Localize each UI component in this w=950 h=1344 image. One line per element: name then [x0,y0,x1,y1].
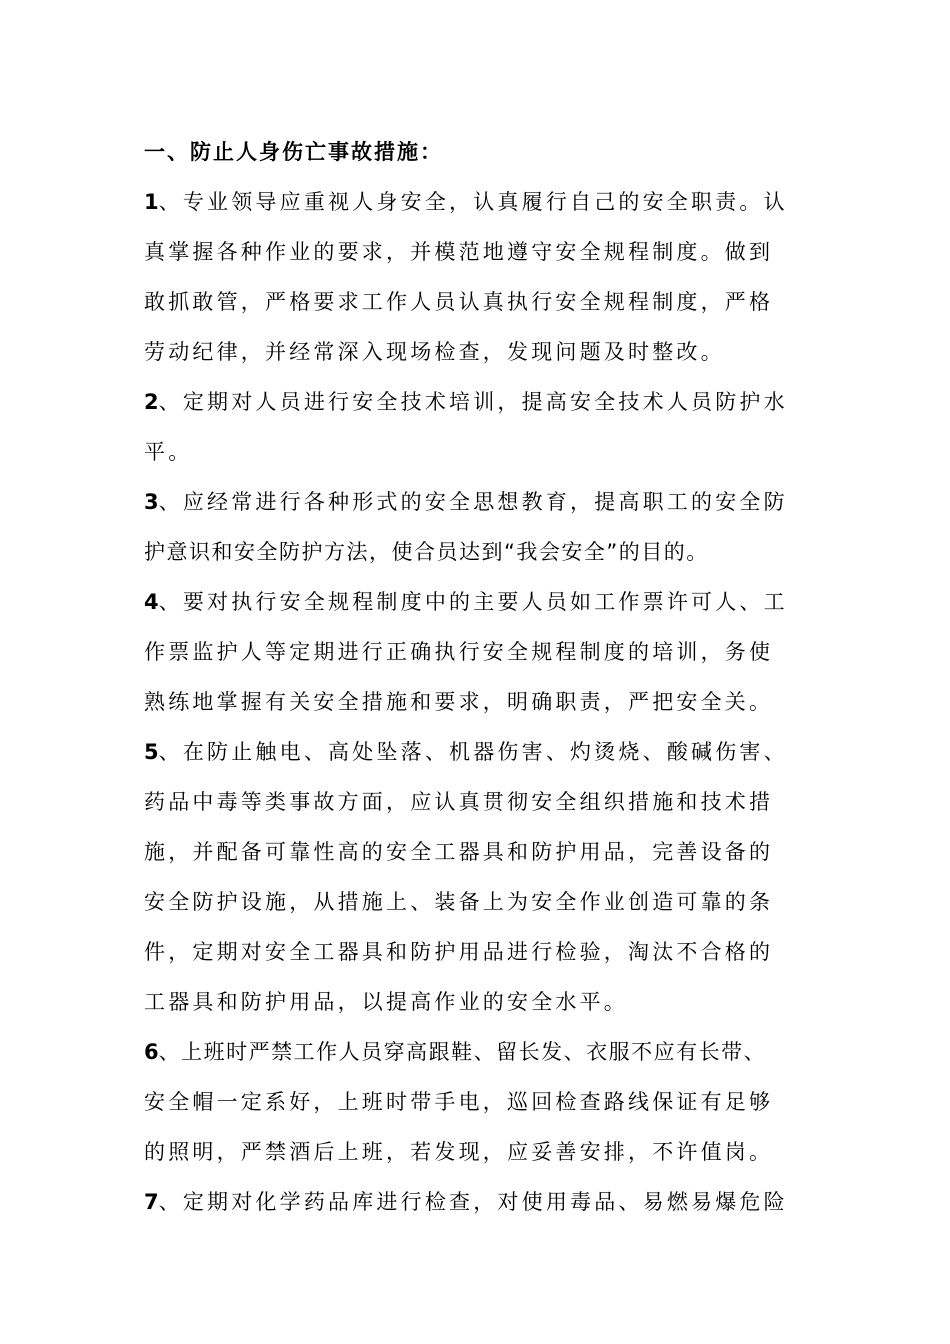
section-heading: 一、防止人身伤亡事故措施： [144,140,443,164]
paragraph-line: 工器具和防护用品，以提高作业的安全水平。 [144,990,628,1014]
paragraph-2 [144,377,820,477]
paragraph-line: 药品中毒等类事故方面，应认真贯彻安全组织措施和技术措 [144,790,774,814]
paragraph-line: 、定期对化学药品库进行检查，对使用毒品、易燃易爆危险 [158,1190,788,1214]
paragraph-line: 敢抓敢管，严格要求工作人员认真执行安全规程制度，严格 [144,290,774,314]
item-number: 5 [144,740,159,764]
paragraph-line: 件，定期对安全工器具和防护用品进行检验，淘汰不合格的 [144,940,774,964]
paragraph-4 [144,577,820,727]
paragraph-line: 安全帽一定系好，上班时带手电，巡回检查路线保证有足够 [144,1090,774,1114]
paragraph-line: 护意识和安全防护方法，使合员达到“我会安全”的目的。 [144,540,709,564]
paragraph-line: 、要对执行安全规程制度中的主要人员如工作票许可人、工 [158,590,788,614]
paragraph-line: 、定期对人员进行安全技术培训，提高安全技术人员防护水 [158,390,788,414]
paragraph-line: 熟练地掌握有关安全措施和要求，明确职责，严把安全关。 [144,690,774,714]
item-number: 3 [144,490,159,514]
paragraph-line: 、专业领导应重视人身安全，认真履行自己的安全职责。认 [158,190,788,214]
paragraph-line: 施，并配备可靠性高的安全工器具和防护用品，完善设备的 [144,840,774,864]
paragraph-7 [144,1177,820,1227]
item-number: 1 [144,190,159,214]
item-number: 7 [144,1190,159,1214]
paragraph-3 [144,477,820,577]
item-number: 2 [144,390,159,414]
paragraph-5 [144,727,820,1027]
paragraph-line: 、在防止触电、高处坠落、机器伤害、灼烫烧、酸碱伤害、 [158,740,788,764]
paragraph-6 [144,1027,820,1177]
item-number: 4 [144,590,159,614]
paragraph-line: 真掌握各种作业的要求，并模范地遵守安全规程制度。做到 [144,240,774,264]
paragraph-line: 、上班时严禁工作人员穿高跟鞋、留长发、衣服不应有长带、 [158,1040,767,1064]
paragraph-line: 的照明，严禁酒后上班，若发现，应妥善安排，不许值岗。 [144,1140,774,1164]
paragraph-line: 作票监护人等定期进行正确执行安全规程制度的培训，务使 [144,640,774,664]
paragraph-line: 、应经常进行各种形式的安全思想教育，提高职工的安全防 [158,490,788,514]
paragraph-1 [144,177,820,377]
document-page [144,127,820,1227]
paragraph-line: 安全防护设施，从措施上、装备上为安全作业创造可靠的条 [144,890,774,914]
item-number: 6 [144,1040,159,1064]
paragraph-line: 平。 [144,440,193,464]
paragraph-line: 劳动纪律，并经常深入现场检查，发现问题及时整改。 [144,340,725,364]
